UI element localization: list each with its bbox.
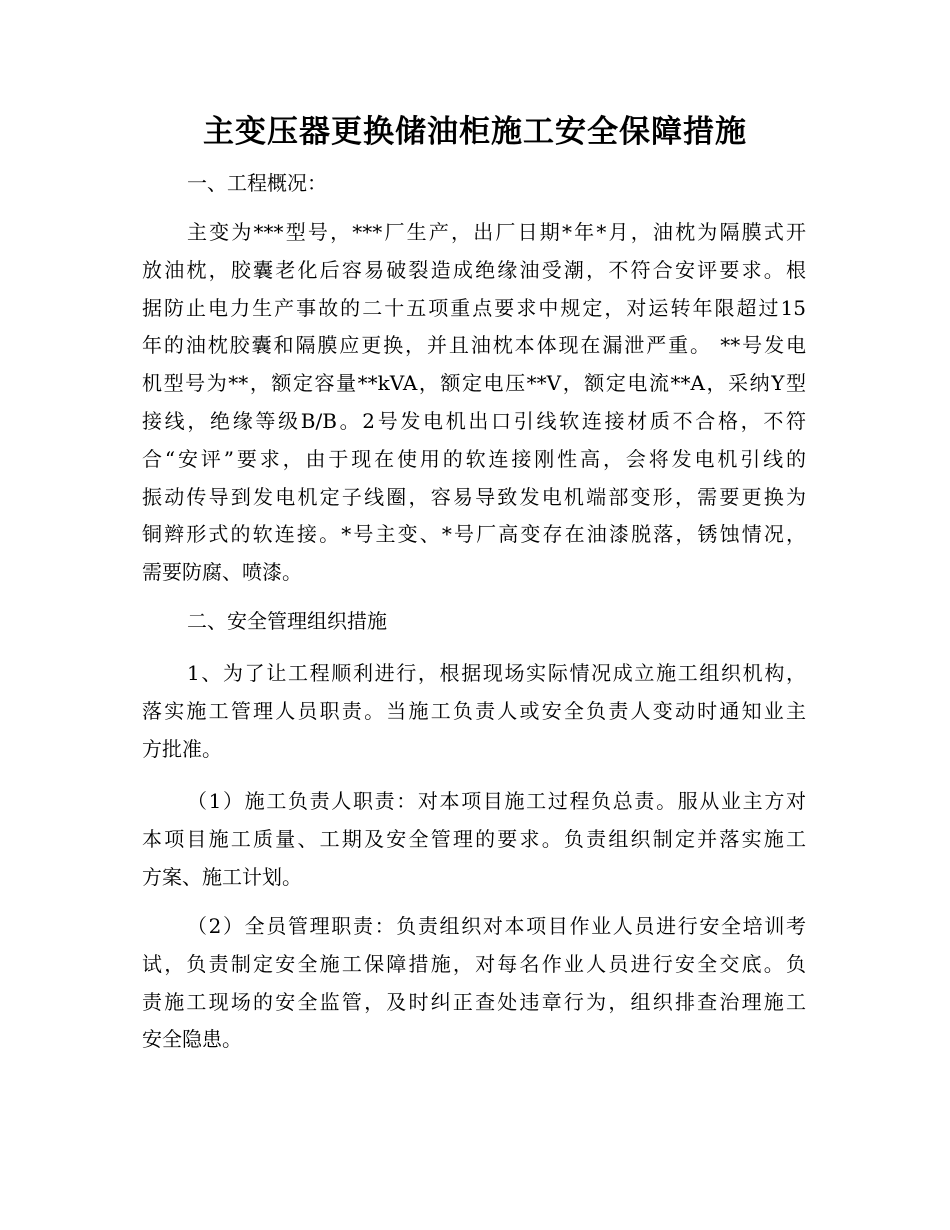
text-line: 责施工现场的安全监管，及时纠正查处违章行为，组织排查治理施工 [142,989,806,1014]
section-heading-safety-management: 二、安全管理组织措施 [187,609,387,633]
text-line: 1、为了让工程顺利进行，根据现场实际情况成立施工组织机构， [187,661,806,685]
text-line: 方案、施工计划。 [142,864,302,889]
text-line: 方批准。 [142,736,222,761]
text-line: 放油枕，胶囊老化后容易破裂造成绝缘油受潮，不符合安评要求。根 [142,257,806,282]
text-line: 合“安评”要求，由于现在使用的软连接刚性高，会将发电机引线的 [142,446,806,471]
text-line: 年的油枕胶囊和隔膜应更换，并且油枕本体现在漏泄严重。 **号发电 [142,333,806,358]
paragraph-all-staff-duties [142,908,806,1059]
text-line: （1）施工负责人职责：对本项目施工过程负总责。服从业主方对 [187,789,806,813]
paragraph-project-overview [142,214,806,592]
text-line: 铜辫形式的软连接。*号主变、*号厂高变存在油漆脱落，锈蚀情况， [142,522,806,547]
text-line: 试，负责制定安全施工保障措施，对每名作业人员进行安全交底。负 [142,951,806,976]
text-line: 振动传导到发电机定子线圈，容易导致发电机端部变形，需要更换为 [142,484,806,509]
text-line: 需要防腐、喷漆。 [142,560,302,585]
paragraph-organization [142,655,806,768]
section-heading-overview: 一、工程概况： [187,171,327,195]
text-line: 机型号为**，额定容量**kVA，额定电压**V，额定电流**A，采纳Y型 [142,371,806,396]
document-title: 主变压器更换储油柜施工安全保障措施 [203,114,747,150]
text-line: （2）全员管理职责：负责组织对本项目作业人员进行安全培训考 [187,914,806,938]
text-line: 接线，绝缘等级B/B。2号发电机出口引线软连接材质不合格，不符 [142,408,806,433]
text-line: 据防止电力生产事故的二十五项重点要求中规定，对运转年限超过15 [142,295,806,320]
paragraph-construction-lead-duties [142,783,806,896]
text-line: 落实施工管理人员职责。当施工负责人或安全负责人变动时通知业主 [142,698,806,723]
text-line: 安全隐患。 [142,1027,242,1052]
text-line: 本项目施工质量、工期及安全管理的要求。负责组织制定并落实施工 [142,826,806,851]
text-line: 主变为***型号，***厂生产，出厂日期*年*月，油枕为隔膜式开 [187,220,806,244]
